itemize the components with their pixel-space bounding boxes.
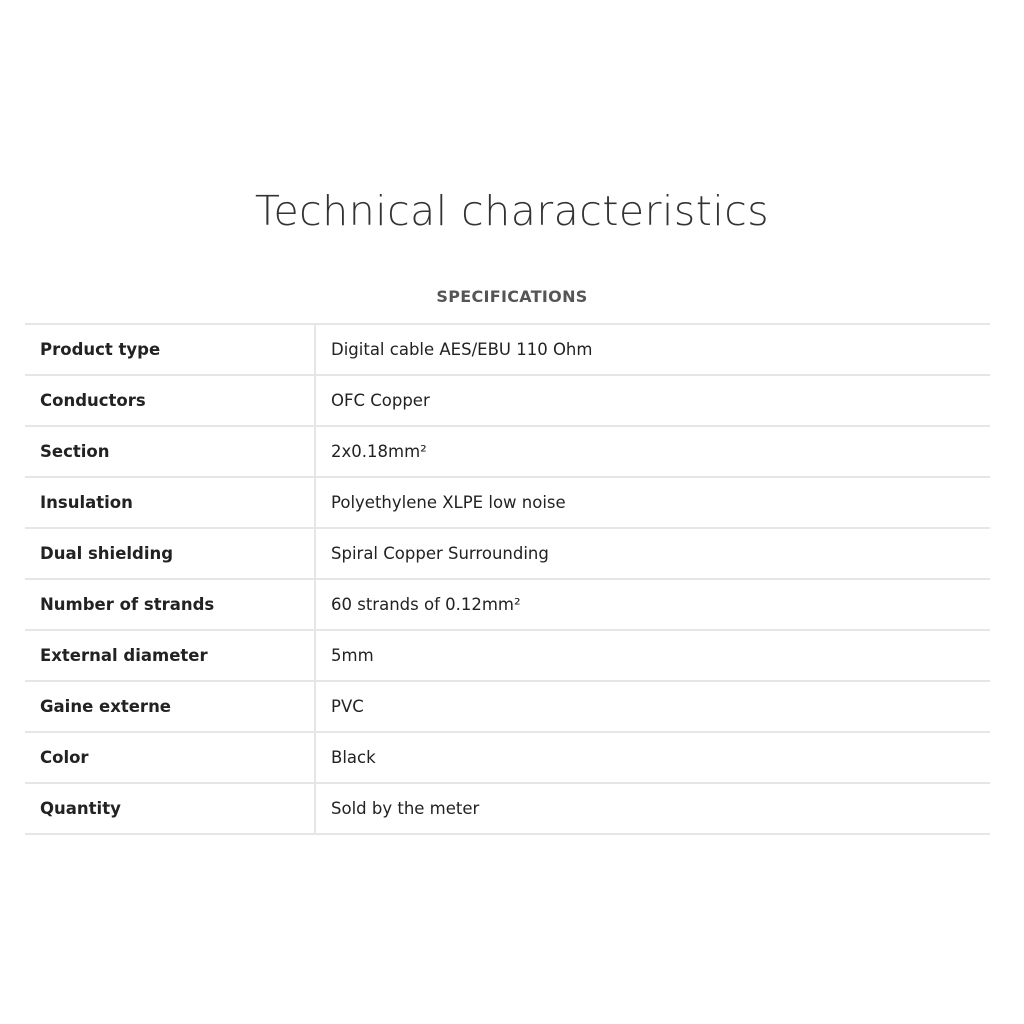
spec-label: Section [25, 426, 315, 477]
spec-label: Number of strands [25, 579, 315, 630]
spec-label: Dual shielding [25, 528, 315, 579]
table-row [25, 579, 990, 630]
spec-value: Polyethylene XLPE low noise [315, 477, 990, 528]
table-row [25, 783, 990, 834]
spec-label: Product type [25, 324, 315, 375]
specifications-table [25, 323, 990, 835]
spec-label: Quantity [25, 783, 315, 834]
spec-label: Gaine externe [25, 681, 315, 732]
spec-value: Black [315, 732, 990, 783]
table-row [25, 477, 990, 528]
spec-value: 2x0.18mm² [315, 426, 990, 477]
spec-value: PVC [315, 681, 990, 732]
table-row [25, 426, 990, 477]
spec-value: Sold by the meter [315, 783, 990, 834]
table-row [25, 732, 990, 783]
table-row [25, 681, 990, 732]
table-row [25, 630, 990, 681]
spec-value: 60 strands of 0.12mm² [315, 579, 990, 630]
spec-label: Conductors [25, 375, 315, 426]
spec-value: 5mm [315, 630, 990, 681]
spec-value: Spiral Copper Surrounding [315, 528, 990, 579]
spec-label: Insulation [25, 477, 315, 528]
spec-value: OFC Copper [315, 375, 990, 426]
spec-label: Color [25, 732, 315, 783]
table-row [25, 324, 990, 375]
specifications-heading: SPECIFICATIONS [436, 287, 588, 306]
spec-label: External diameter [25, 630, 315, 681]
table-row [25, 375, 990, 426]
page-title: Technical characteristics [254, 187, 770, 235]
table-row [25, 528, 990, 579]
spec-value: Digital cable AES/EBU 110 Ohm [315, 324, 990, 375]
